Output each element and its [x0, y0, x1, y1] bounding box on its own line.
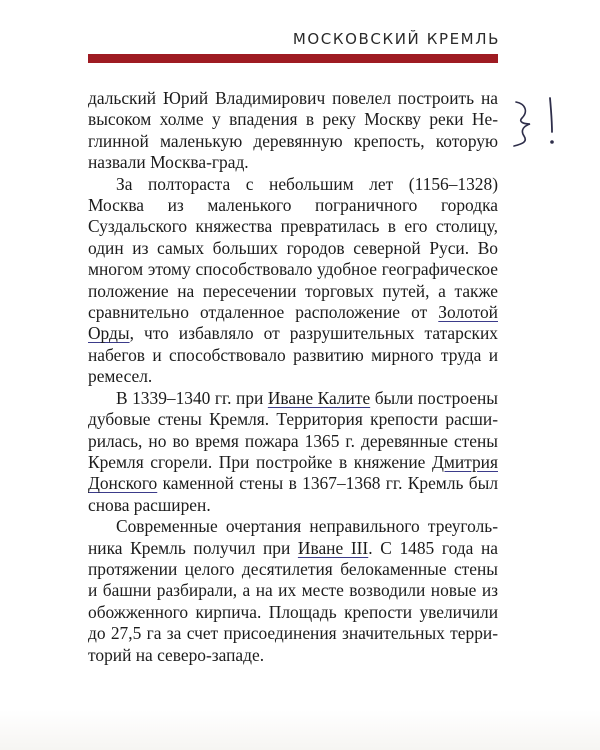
page-edge-shading — [0, 710, 600, 750]
paragraph — [88, 388, 498, 516]
handwritten-brace — [514, 102, 530, 146]
text-run: каменной стены в 1367–1368 гг. Кремль был снова расширен. — [88, 473, 498, 515]
underlined-phrase: Иване Калите — [267, 387, 371, 408]
handwritten-exclamation — [550, 98, 552, 132]
text-run: были построены дубовые стены Кремля. Территория крепости расширилась, но во время пожара 1365 г. деревянные стены Кремля сгорели. При постройке в княжение — [88, 387, 498, 472]
underlined-phrase: Дмитрия Донского — [88, 451, 498, 494]
text-run: В 1339–1340 гг. при — [116, 387, 268, 408]
handwritten-exclamation-dot — [550, 140, 554, 144]
underlined-phrase: Золотой Орды — [88, 302, 498, 344]
paragraph — [88, 174, 498, 388]
text-run: дальский Юрий Владимирович повелел построить на высоком холме у впадения в реку Москву реки Неглинной маленькую деревянную крепость, которую назвали Москва-град. — [88, 88, 498, 173]
text-run: За полтораста с небольшим лет (1156–1328) Москва из маленького пограничного городка Суздальского княжества превратилась в его столицу, один из самых больших городов северной Руси. Во многом этому способствовало удобное географическое положение на пересечении торговых путей, а также сравнительно отдаленное расположение от — [88, 173, 498, 323]
running-head-title: МОСКОВСКИЙ КРЕМЛЬ — [292, 30, 500, 48]
header-rule — [88, 54, 498, 63]
underlined-phrase: Иване III — [297, 537, 369, 558]
handwritten-margin-note — [510, 96, 590, 148]
body-text — [88, 88, 498, 666]
text-run: , что избавляло от разрушительных татарских набегов и способствовало развитию мирного труда и ремесел. — [88, 323, 498, 387]
text-run: Современные очертания неправильного треугольника Кремль получил при — [88, 516, 498, 558]
paragraph — [88, 88, 498, 174]
text-run: . С 1485 года на протяжении целого десятилетия белокаменные стены и башни разбирали, а на их месте возводили новые из обожженного кирпича. Площадь крепости увеличили до 27,5 га за счет присоединения значительных территорий на северо-западе. — [88, 537, 498, 665]
paragraph — [88, 516, 498, 666]
